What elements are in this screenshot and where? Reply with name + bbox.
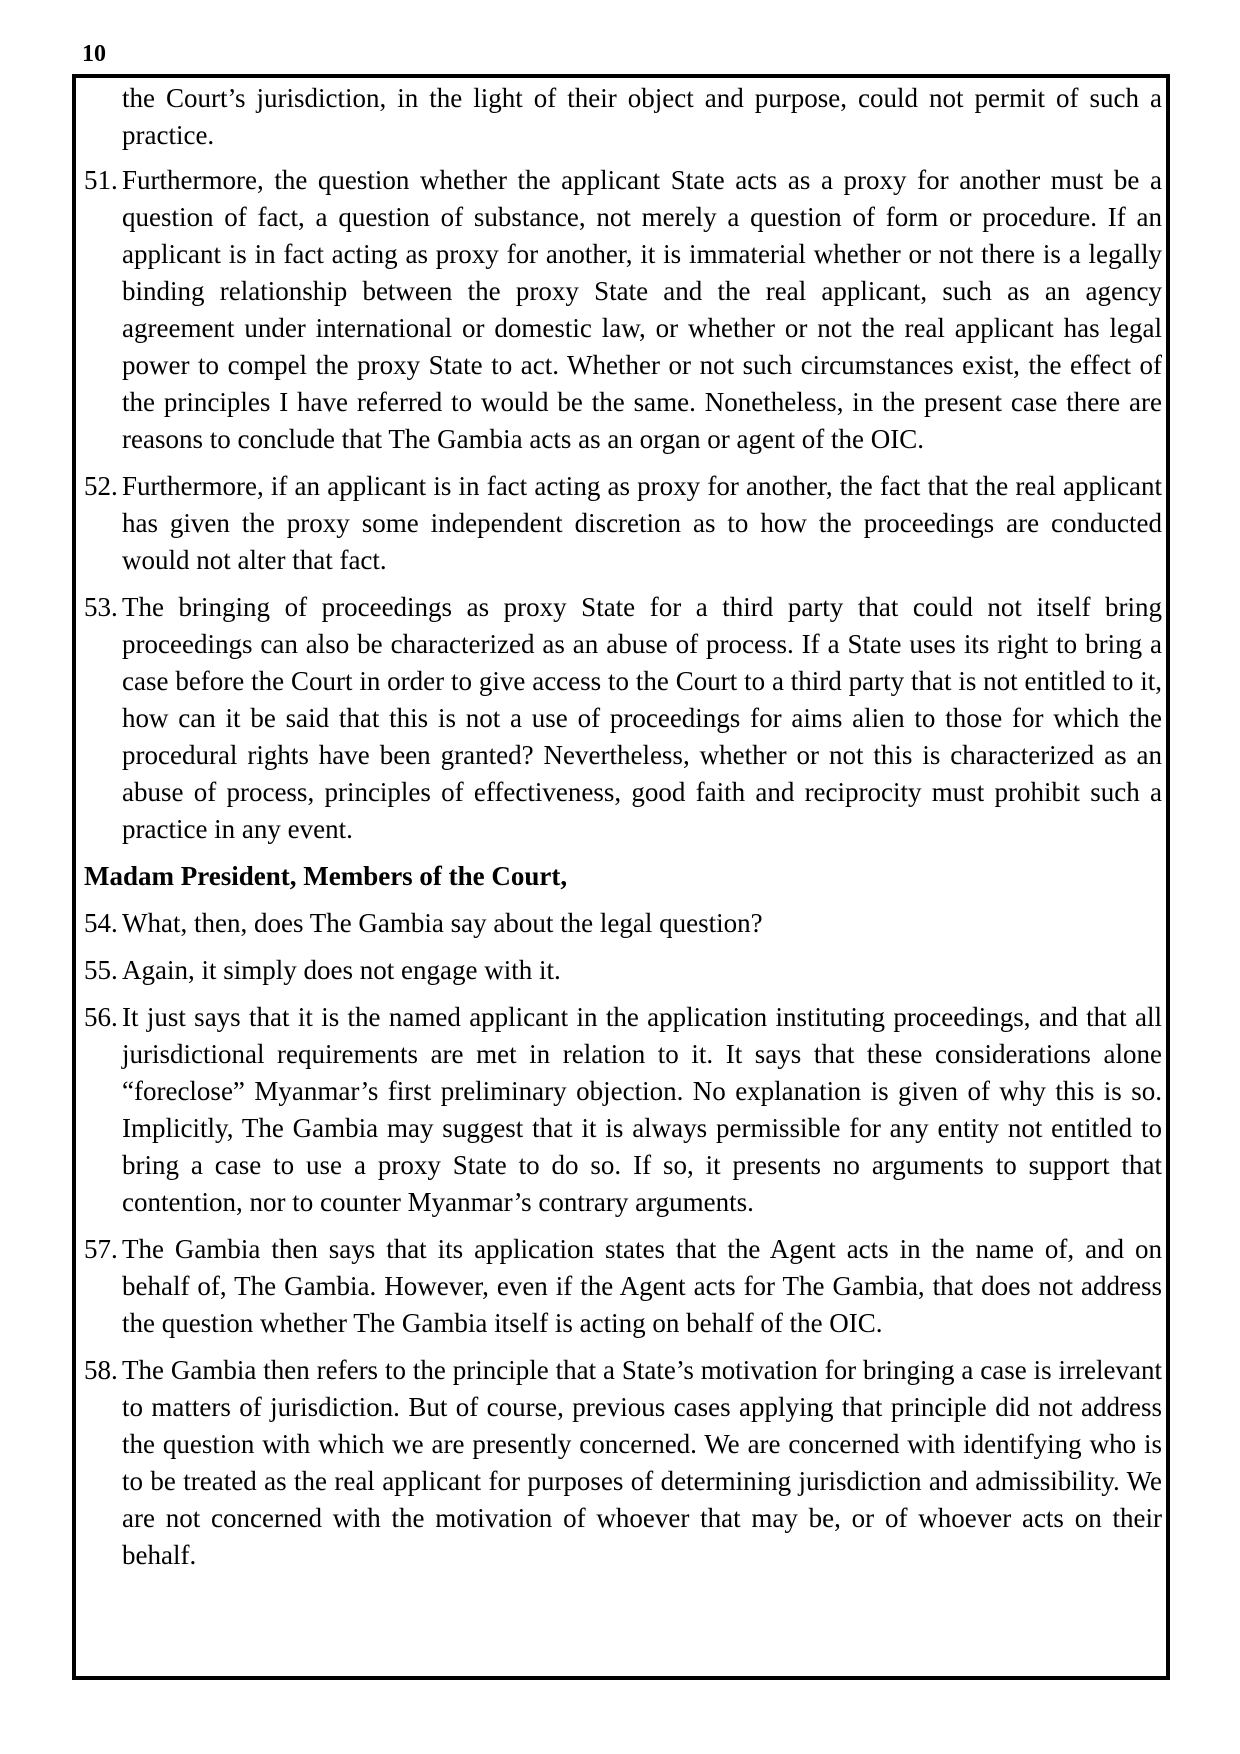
paragraph-number: 54. (84, 908, 118, 938)
paragraph-text: The bringing of proceedings as proxy State for a third party that could not itself bring proceedings can also be characterized as an abuse of process. If a State uses its right to bring a case before the Court in order to give access to the Court to a third party that is not entitled to it, how can it be said that this is not a use of proceedings for aims alien to those for which the procedural rights have been granted? Nevertheless, whether or not this is characterized as an abuse of process, principles of effectiveness, good faith and reciprocity must prohibit such a practice in any event. (122, 592, 1162, 844)
paragraph-text: The Gambia then refers to the principle that a State’s motivation for bringing a case is irrelevant to matters of jurisdiction. But of course, previous cases applying that principle did not address the question with which we are presently concerned. We are concerned with identifying who is to be treated as the real applicant for purposes of determining jurisdiction and admissibility. We are not concerned with the motivation of whoever that may be, or of whoever acts on their behalf. (122, 1355, 1162, 1570)
paragraph-text: Again, it simply does not engage with it. (122, 955, 561, 985)
paragraph-number: 53. (84, 592, 118, 622)
document-body (84, 80, 1162, 1584)
paragraph-number: 58. (84, 1355, 118, 1385)
page-frame (72, 74, 1170, 1680)
paragraph-number: 57. (84, 1234, 118, 1264)
paragraph-51 (84, 162, 1162, 458)
paragraph-54 (84, 905, 1162, 942)
paragraph-58 (84, 1352, 1162, 1574)
paragraph-56 (84, 999, 1162, 1221)
section-heading: Madam President, Members of the Court, (84, 861, 568, 891)
paragraph-55 (84, 952, 1162, 989)
page-number: 10 (82, 41, 106, 67)
paragraph-text: What, then, does The Gambia say about the legal question? (122, 908, 763, 938)
paragraph-text: Furthermore, if an applicant is in fact acting as proxy for another, the fact that the real applicant has given the proxy some independent discretion as to how the proceedings are conducted would not alter that fact. (122, 471, 1162, 575)
paragraph-53 (84, 589, 1162, 848)
paragraph-57 (84, 1231, 1162, 1342)
paragraph-text: Furthermore, the question whether the applicant State acts as a proxy for another must be a question of fact, a question of substance, not merely a question of form or procedure. If an applicant is in fact acting as proxy for another, it is immaterial whether or not there is a legally binding relationship between the proxy State and the real applicant, such as an agency agreement under international or domestic law, or whether or not the real applicant has legal power to compel the proxy State to act. Whether or not such circumstances exist, the effect of the principles I have referred to would be the same. Nonetheless, in the present case there are reasons to conclude that The Gambia acts as an organ or agent of the OIC. (122, 165, 1162, 454)
paragraph-number: 55. (84, 955, 118, 985)
paragraph-number: 56. (84, 1002, 118, 1032)
paragraph-number: 51. (84, 165, 118, 195)
paragraph-text: It just says that it is the named applicant in the application instituting proceedings, and that all jurisdictional requirements are met in relation to it. It says that these considerations alone “foreclose” Myanmar’s first preliminary objection. No explanation is given of why this is so. Implicitly, The Gambia may suggest that it is always permissible for any entity not entitled to bring a case to use a proxy State to do so. If so, it presents no arguments to support that contention, nor to counter Myanmar’s contrary arguments. (122, 1002, 1162, 1217)
continued-paragraph: the Court’s jurisdiction, in the light of their object and purpose, could not permit of such a practice. (122, 83, 1162, 150)
paragraph-text: The Gambia then says that its application states that the Agent acts in the name of, and on behalf of, The Gambia. However, even if the Agent acts for The Gambia, that does not address the question whether The Gambia itself is acting on behalf of the OIC. (122, 1234, 1162, 1338)
paragraph-52 (84, 468, 1162, 579)
paragraph-number: 52. (84, 471, 118, 501)
